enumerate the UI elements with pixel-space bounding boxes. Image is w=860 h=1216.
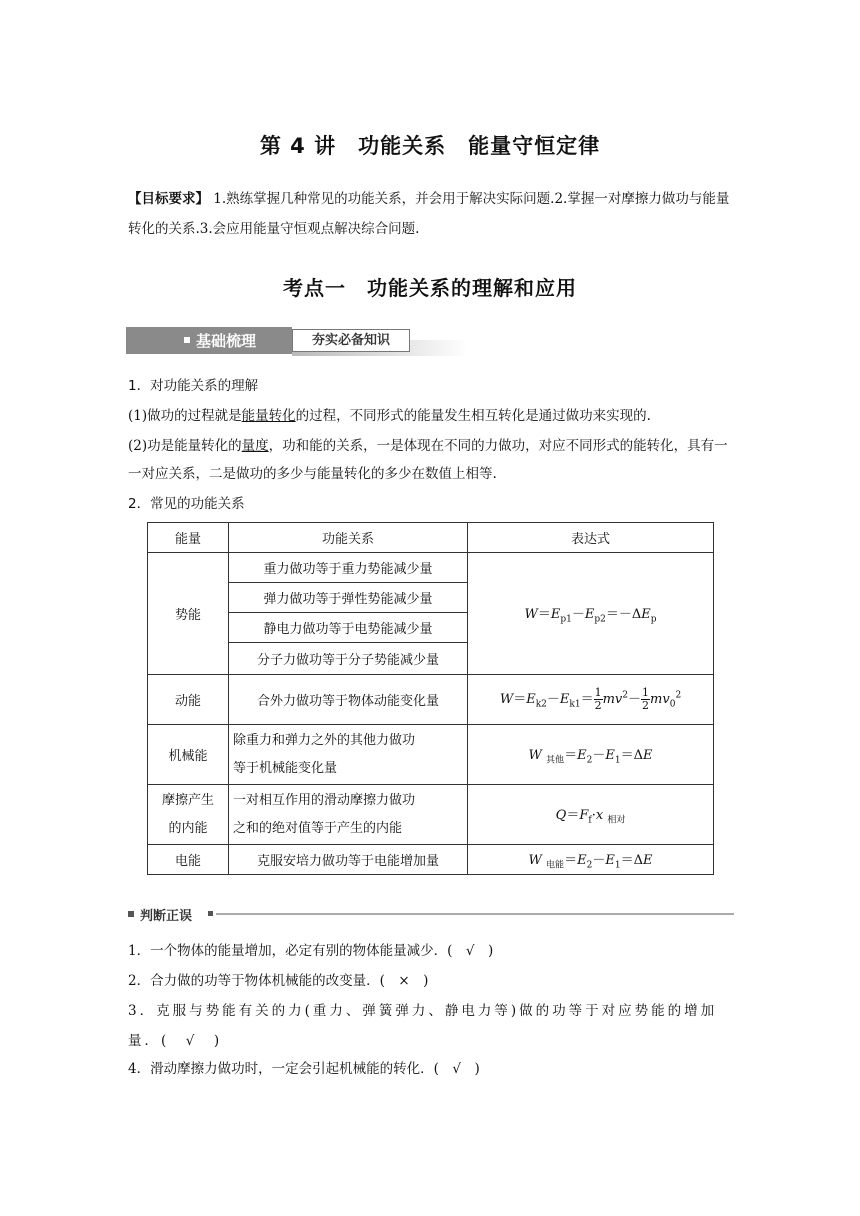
square-bullet-icon <box>184 337 190 343</box>
energy-cell: 势能 <box>148 553 229 675</box>
relation-cell: 静电力做功等于电势能减少量 <box>229 613 468 643</box>
part1-heading: 1．对功能关系的理解 <box>128 378 259 394</box>
relation-cell: 重力做功等于重力势能减少量 <box>229 553 468 583</box>
part1-paragraph-2: (2)功是能量转化的量度，功和能的关系，一是体现在不同的力做功，对应不同形式的能转化，具有一一对应关系，二是做功的多少与能量转化的多少在数值上相等. <box>128 438 728 482</box>
relation-cell: 除重力和弹力之外的其他力做功 等于机械能变化量 <box>229 725 468 785</box>
divider <box>216 913 734 915</box>
relation-cell: 合外力做功等于物体动能变化量 <box>229 675 468 725</box>
square-bullet-icon <box>208 911 213 916</box>
goals-text: 1.熟练掌握几种常见的功能关系，并会用于解决实际问题.2.掌握一对摩擦力做功与能量转化的关系.3.会应用能量守恒观点解决综合问题. <box>128 191 730 237</box>
judge-item: 1．一个物体的能量增加，必定有别的物体能量减少．( √ ) <box>128 943 494 959</box>
energy-cell: 动能 <box>148 675 229 725</box>
underlined-term: 量度 <box>241 438 269 454</box>
judge-item: 2．合力做的功等于物体机械能的改变量．( × ) <box>128 973 429 989</box>
function-relation-table <box>147 522 714 875</box>
relation-cell: 分子力做功等于分子势能减少量 <box>229 643 468 675</box>
part1-paragraph-1: (1)做功的过程就是能量转化的过程，不同形式的能量发生相互转化是通过做功来实现的. <box>128 408 651 424</box>
relation-cell: 弹力做功等于弹性势能减少量 <box>229 583 468 613</box>
expression-cell: W $_{电能}=E_2-E_1=\Delta E$ <box>468 845 714 875</box>
section-banner <box>126 327 468 357</box>
expression-cell: $W=E_{k2}-E_{k1}=$ $\frac{1}{2}$ $mv^2-$ $\frac{1}{2}$ $mv_0^2$ <box>468 675 714 725</box>
expression-cell: $Q=F_f\cdot x$ $_{相对}$ <box>468 785 714 845</box>
learning-goals <box>128 184 738 244</box>
expression-cell: $W=E_{p1}-E_{p2}=-\Delta E_p$ <box>468 553 714 675</box>
goals-tag: 【目标要求】 <box>128 191 209 207</box>
header-cell: 能量 <box>148 523 229 553</box>
lecture-title: 第 4 讲 功能关系 能量守恒定律 <box>259 134 601 158</box>
energy-cell: 摩擦产生 的内能 <box>148 785 229 845</box>
header-cell: 功能关系 <box>229 523 468 553</box>
energy-cell: 机械能 <box>148 725 229 785</box>
table-row <box>148 785 714 845</box>
section-title: 考点一 功能关系的理解和应用 <box>283 276 577 300</box>
banner-main-label: 基础梳理 <box>196 332 257 350</box>
table-row <box>148 553 714 583</box>
judge-label: 判断正误 <box>140 909 193 924</box>
relation-cell: 一对相互作用的滑动摩擦力做功 之和的绝对值等于产生的内能 <box>229 785 468 845</box>
judge-section-header <box>128 905 734 923</box>
relation-cell: 克服安培力做功等于电能增加量 <box>229 845 468 875</box>
banner-sub-label: 夯实必备知识 <box>292 329 410 352</box>
part2-heading: 2．常见的功能关系 <box>128 496 245 512</box>
underlined-term: 能量转化 <box>241 408 296 424</box>
square-bullet-icon <box>128 911 134 917</box>
energy-cell: 电能 <box>148 845 229 875</box>
table-row <box>148 845 714 875</box>
table-row <box>148 675 714 725</box>
table-header-row <box>148 523 714 553</box>
table-row <box>148 725 714 785</box>
header-cell: 表达式 <box>468 523 714 553</box>
judge-item: 3．克服与势能有关的力(重力、弹簧弹力、静电力等)做的功等于对应势能的增加量．( √ ) <box>128 1003 718 1049</box>
expression-cell: W $_{其他}=E_2-E_1=\Delta E$ <box>468 725 714 785</box>
judge-item: 4．滑动摩擦力做功时，一定会引起机械能的转化．( √ ) <box>128 1061 480 1077</box>
